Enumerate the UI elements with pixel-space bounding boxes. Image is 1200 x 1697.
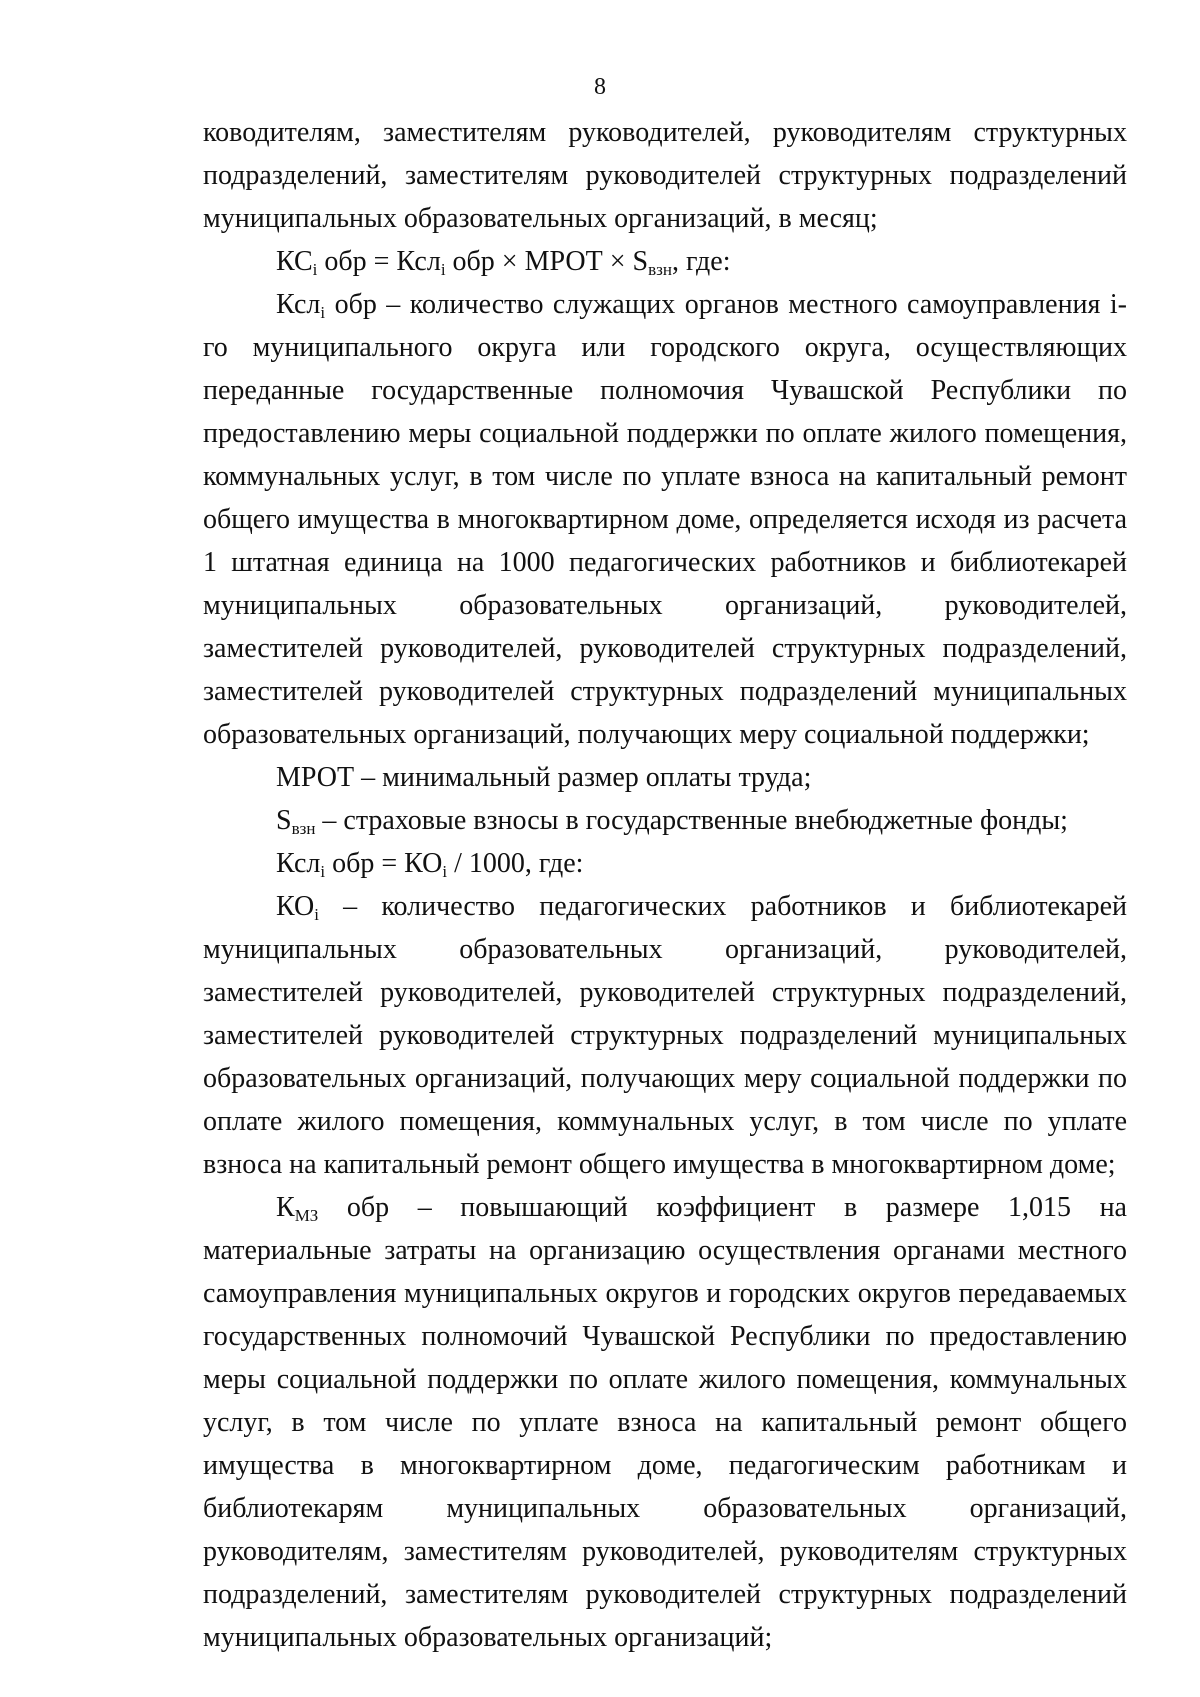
definition-text: – количество педагогических работников и библиотекарей муниципальных образовательных организаций, руководителей, заместителей руководителей, руководителей структурных подразделений, заместителей руководителей структурных подразделений муниципальных образовательных организаций, получающих меру социальной поддержки по оплате жилого помещения, коммунальных услуг, в том числе по уплате взноса на капитальный ремонт общего имущества в многоквартирном доме; bbox=[203, 891, 1127, 1180]
definition-term: КО bbox=[276, 891, 315, 922]
definition-term: К bbox=[276, 1192, 295, 1223]
formula-text: КС bbox=[276, 246, 313, 277]
definition-text: обр – количество служащих органов местного самоуправления i-го муниципального округа или городского округа, осуществляющих переданные государственные полномочия Чувашской Республики по предоставлению меры социальной поддержки по оплате жилого помещения, коммунальных услуг, в том числе по уплате взноса на капитальный ремонт общего имущества в многоквартирном доме, определяется исходя из расчета 1 штатная единица на 1000 педагогических работников и библиотекарей муниципальных образовательных организаций, руководителей, заместителей руководителей, руководителей структурных подразделений, заместителей руководителей структурных подразделений муниципальных образовательных организаций, получающих меру социальной поддержки; bbox=[203, 289, 1127, 750]
formula-text: обр = Ксл bbox=[317, 246, 441, 277]
definition-subscript: взн bbox=[291, 819, 316, 838]
definition-ksl bbox=[203, 283, 1127, 756]
formula-ksl bbox=[203, 842, 1127, 885]
formula-text: / 1000, где: bbox=[447, 848, 584, 879]
formula-subscript: i bbox=[442, 862, 448, 881]
formula-text: , где: bbox=[671, 246, 731, 277]
formula-subscript: взн bbox=[648, 260, 672, 279]
definition-text: – страховые взносы в государственные внебюджетные фонды; bbox=[315, 805, 1068, 836]
definition-ko bbox=[203, 885, 1127, 1186]
paragraph-continuation bbox=[203, 111, 1127, 240]
definition-text: МРОТ – минимальный размер оплаты труда; bbox=[276, 762, 812, 793]
definition-subscript: i bbox=[320, 303, 326, 322]
paragraph-text: ководителям, заместителям руководителей, руководителям структурных подразделений, заместителям руководителей структурных подразделений муниципальных образовательных организаций, в месяц; bbox=[203, 117, 1127, 234]
formula-text: обр × МРОТ × S bbox=[445, 246, 649, 277]
formula-subscript: i bbox=[440, 260, 446, 279]
page-number: 8 bbox=[594, 74, 606, 100]
document-body bbox=[203, 111, 1127, 1659]
formula-subscript: i bbox=[320, 862, 326, 881]
definition-subscript: МЗ bbox=[294, 1206, 319, 1225]
definition-subscript: i bbox=[314, 905, 319, 924]
formula-text: обр = КО bbox=[325, 848, 443, 879]
definition-svzn bbox=[203, 799, 1127, 842]
definition-kmz bbox=[203, 1186, 1127, 1659]
formula-subscript: i bbox=[312, 260, 318, 279]
definition-text: обр – повышающий коэффициент в размере 1,015 на материальные затраты на организацию осуществления органами местного самоуправления муниципальных округов и городских округов передаваемых государственных полномочий Чувашской Республики по предоставлению меры социальной поддержки по оплате жилого помещения, коммунальных услуг, в том числе по уплате взноса на капитальный ремонт общего имущества в многоквартирном доме, педагогическим работникам и библиотекарям муниципальных образовательных организаций, руководителям, заместителям руководителей, руководителям структурных подразделений, заместителям руководителей структурных подразделений муниципальных образовательных организаций; bbox=[203, 1192, 1127, 1653]
definition-mrot bbox=[203, 756, 1127, 799]
formula-text: Ксл bbox=[276, 848, 321, 879]
definition-term: Ксл bbox=[276, 289, 321, 320]
formula-kc bbox=[203, 240, 1127, 283]
definition-term: S bbox=[276, 805, 292, 836]
